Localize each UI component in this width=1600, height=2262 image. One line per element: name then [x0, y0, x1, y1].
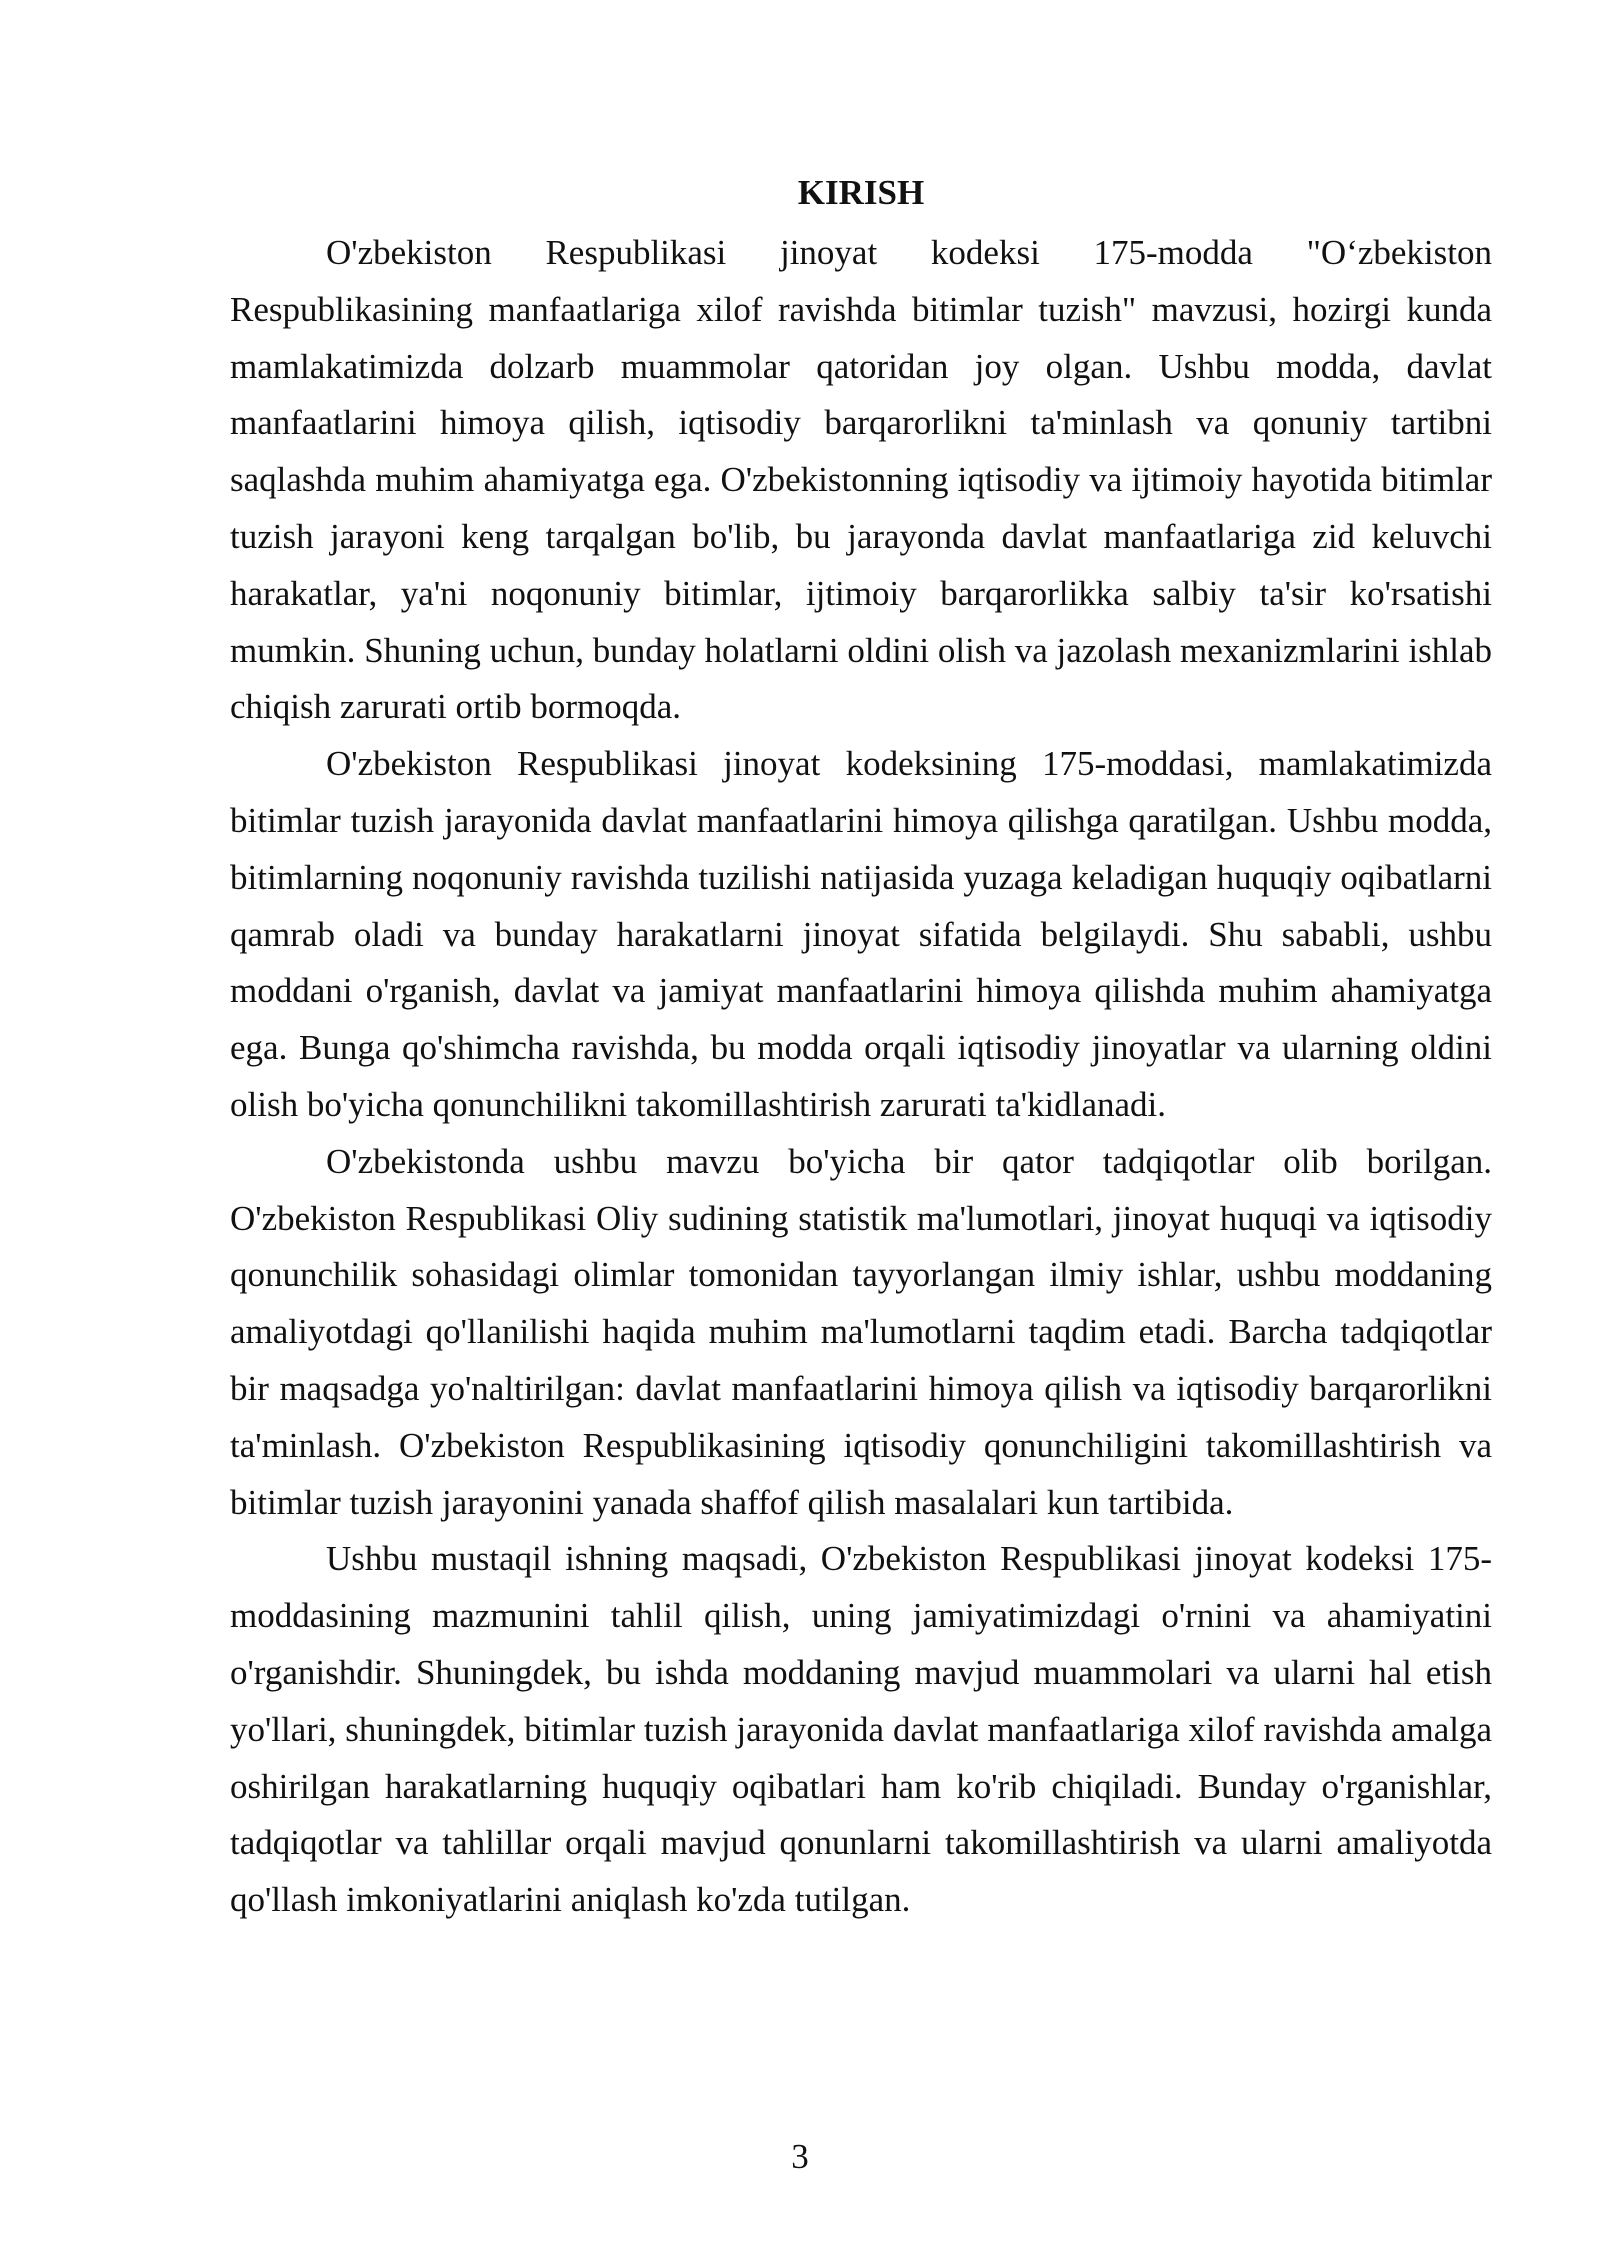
page-content: [230, 165, 1492, 1929]
paragraph-3: O'zbekistonda ushbu mavzu bo'yicha bir qator tadqiqotlar olib borilgan. O'zbekiston Respublikasi Oliy sudining statistik ma'lumotlari, jinoyat huquqi va iqtisodiy qonunchilik sohasidagi olimlar tomonidan tayyorlangan ilmiy ishlar, ushbu moddaning amaliyotdagi qo'llanilishi haqida muhim ma'lumotlarni taqdim etadi. Barcha tadqiqotlar bir maqsadga yo'naltirilgan: davlat manfaatlarini himoya qilish va iqtisodiy barqarorlikni ta'minlash. O'zbekiston Respublikasining iqtisodiy qonunchiligini takomillashtirish va bitimlar tuzish jarayonini yanada shaffof qilish masalalari kun tartibida.: [230, 1141, 1492, 1522]
paragraph-4: Ushbu mustaqil ishning maqsadi, O'zbekiston Respublikasi jinoyat kodeksi 175-moddasining mazmunini tahlil qilish, uning jamiyatimizdagi o'rnini va ahamiyatini o'rganishdir. Shuningdek, bu ishda moddaning mavjud muammolari va ularni hal etish yo'llari, shuningdek, bitimlar tuzish jarayonida davlat manfaatlariga xilof ravishda amalga oshirilgan harakatlarning huquqiy oqibatlari ham ko'rib chiqiladi. Bunday o'rganishlar, tadqiqotlar va tahlillar orqali mavjud qonunlarni takomillashtirish va ularni amaliyotda qo'llash imkoniyatlarini aniqlash ko'zda tutilgan.: [230, 1539, 1492, 1920]
paragraph-1: O'zbekiston Respublikasi jinoyat kodeksi 175-modda "O‘zbekiston Respublikasining manfaatlariga xilof ravishda bitimlar tuzish" mavzusi, hozirgi kunda mamlakatimizda dolzarb muammolar qatoridan joy olgan. Ushbu modda, davlat manfaatlarini himoya qilish, iqtisodiy barqarorlikni ta'minlash va qonuniy tartibni saqlashda muhim ahamiyatga ega. O'zbekistonning iqtisodiy va ijtimoiy hayotida bitimlar tuzish jarayoni keng tarqalgan bo'lib, bu jarayonda davlat manfaatlariga zid keluvchi harakatlar, ya'ni noqonuniy bitimlar, ijtimoiy barqarorlikka salbiy ta'sir ko'rsatishi mumkin. Shuning uchun, bunday holatlarni oldini olish va jazolash mexanizmlarini ishlab chiqish zarurati ortib bormoqda.: [230, 233, 1492, 727]
page-title: KIRISH: [797, 173, 925, 212]
paragraph-2: O'zbekiston Respublikasi jinoyat kodeksining 175-moddasi, mamlakatimizda bitimlar tuzish jarayonida davlat manfaatlarini himoya qilishga qaratilgan. Ushbu modda, bitimlarning noqonuniy ravishda tuzilishi natijasida yuzaga keladigan huquqiy oqibatlarni qamrab oladi va bunday harakatlarni jinoyat sifatida belgilaydi. Shu sababli, ushbu moddani o'rganish, davlat va jamiyat manfaatlarini himoya qilishda muhim ahamiyatga ega. Bunga qo'shimcha ravishda, bu modda orqali iqtisodiy jinoyatlar va ularning oldini olish bo'yicha qonunchilikni takomillashtirish zarurati ta'kidlanadi.: [230, 744, 1492, 1124]
page-number: 3: [791, 2137, 809, 2176]
